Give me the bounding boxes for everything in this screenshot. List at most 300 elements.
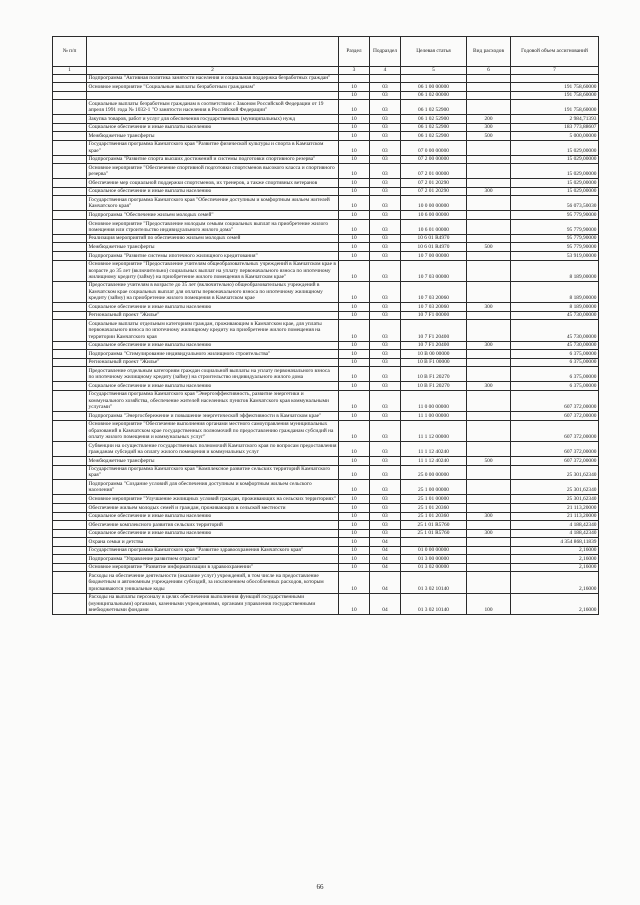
row-amount-cell: 607 372,00000 xyxy=(511,456,599,465)
row-section-cell: 10 xyxy=(339,593,370,614)
row-amount-cell: 6 375,00000 xyxy=(511,358,599,367)
row-name-cell: Основное мероприятие "Обеспечение выполнения органами местного самоуправления муниципальных образований в Камчатском крае государственных полномочий по предоставлению гражданам субсидий на оплату жилого помещения и коммунальных услуг" xyxy=(87,420,339,441)
row-name-cell: Основное мероприятие "Предоставление молодым семьям социальных выплат на приобретение жилого помещения или строительство индивидуального жилого дома" xyxy=(87,219,339,234)
row-section-cell: 10 xyxy=(339,311,370,320)
row-number-cell xyxy=(53,311,87,320)
table-row xyxy=(53,155,599,164)
row-section-cell: 10 xyxy=(339,465,370,480)
row-section-cell: 10 xyxy=(339,196,370,211)
row-subsection-cell: 04 xyxy=(370,555,401,564)
row-number-cell xyxy=(53,234,87,243)
row-section-cell: 10 xyxy=(339,281,370,302)
row-subsection-cell: 03 xyxy=(370,260,401,281)
column-number: 7 xyxy=(511,67,599,74)
table-row xyxy=(53,164,599,179)
row-number-cell xyxy=(53,412,87,421)
table-row xyxy=(53,91,599,100)
table-row xyxy=(53,563,599,572)
row-amount-cell: 2,16000 xyxy=(511,593,599,614)
row-name-cell: Социальное обеспечение и иные выплаты населению xyxy=(87,341,339,350)
row-number-cell xyxy=(53,132,87,141)
row-amount-cell: 56 073,50030 xyxy=(511,196,599,211)
row-section-cell: 10 xyxy=(339,132,370,141)
row-expense-type-cell xyxy=(467,91,511,100)
row-name-cell: Социальные выплаты безработным гражданам в соответствии с Законом Российской Федерации от 19 апреля 1991 года № 1032-1 "О занятости населения в Российской Федерации" xyxy=(87,100,339,115)
row-number-cell xyxy=(53,123,87,132)
table-row xyxy=(53,465,599,480)
row-subsection-cell: 03 xyxy=(370,115,401,124)
table-row xyxy=(53,546,599,555)
table-row xyxy=(53,303,599,312)
row-target-cell: 25 0 00 00000 xyxy=(401,465,467,480)
row-subsection-cell: 03 xyxy=(370,219,401,234)
row-amount-cell: 21 113,20000 xyxy=(511,512,599,521)
row-subsection-cell: 03 xyxy=(370,503,401,512)
row-section-cell: 10 xyxy=(339,303,370,312)
row-target-cell: 11 0 00 00000 xyxy=(401,390,467,411)
row-subsection-cell: 03 xyxy=(370,164,401,179)
row-expense-type-cell xyxy=(467,155,511,164)
row-subsection-cell: 03 xyxy=(370,123,401,132)
header-expense-type: Вид расходов xyxy=(467,37,511,67)
row-section-cell xyxy=(339,74,370,83)
row-name-cell: Расходы на обеспечение деятельности (оказание услуг) учреждений, в том числе на предоставление бюджетным и автономным учреждениям субсидий, за исключением обособленных расходов, которым присваиваются уникальные коды xyxy=(87,572,339,593)
row-number-cell xyxy=(53,572,87,593)
row-number-cell xyxy=(53,350,87,359)
row-amount-cell: 2,16000 xyxy=(511,546,599,555)
row-name-cell: Обеспечение комплексного развития сельских территорий xyxy=(87,521,339,530)
row-expense-type-cell: 300 xyxy=(467,382,511,391)
table-row xyxy=(53,512,599,521)
table-row xyxy=(53,412,599,421)
row-target-cell: 06 1 02 52900 xyxy=(401,100,467,115)
row-subsection-cell: 03 xyxy=(370,196,401,211)
row-section-cell: 10 xyxy=(339,211,370,220)
table-row xyxy=(53,140,599,155)
table-row xyxy=(53,495,599,504)
row-expense-type-cell xyxy=(467,390,511,411)
row-target-cell: 25 1 01 R5760 xyxy=(401,529,467,538)
table-row xyxy=(53,572,599,593)
row-target-cell: 10 B 00 00000 xyxy=(401,350,467,359)
row-amount-cell: 2,16000 xyxy=(511,563,599,572)
row-subsection-cell: 03 xyxy=(370,155,401,164)
row-section-cell: 10 xyxy=(339,390,370,411)
row-target-cell: 10 0 00 00000 xyxy=(401,196,467,211)
row-amount-cell: 5 000,00000 xyxy=(511,132,599,141)
row-number-cell xyxy=(53,74,87,83)
row-number-cell xyxy=(53,529,87,538)
row-section-cell: 10 xyxy=(339,243,370,252)
column-number: 3 xyxy=(339,67,370,74)
row-target-cell: 07 2 00 00000 xyxy=(401,155,467,164)
row-section-cell: 10 xyxy=(339,91,370,100)
row-subsection-cell: 04 xyxy=(370,572,401,593)
row-amount-cell: 2 984,71393 xyxy=(511,115,599,124)
header-subsection: Подраздел xyxy=(370,37,401,67)
header-annual-amount: Годовой объем ассигнований xyxy=(511,37,599,67)
row-name-cell: Обеспечение мер социальной поддержки спортсменов, их тренеров, а также спортивных ветеранов xyxy=(87,179,339,188)
row-amount-cell xyxy=(511,74,599,83)
row-number-cell xyxy=(53,503,87,512)
row-number-cell xyxy=(53,442,87,457)
row-number-cell xyxy=(53,563,87,572)
row-target-cell: 11 1 12 00000 xyxy=(401,420,467,441)
row-amount-cell: 25 301,62340 xyxy=(511,495,599,504)
row-target-cell: 25 1 01 R5760 xyxy=(401,521,467,530)
table-row xyxy=(53,123,599,132)
row-number-cell xyxy=(53,243,87,252)
row-section-cell: 10 xyxy=(339,123,370,132)
row-number-cell xyxy=(53,115,87,124)
row-name-cell: Подпрограмма "Активная политика занятости населения и социальная поддержка безработных граждан" xyxy=(87,74,339,83)
row-name-cell: Реализация мероприятий по обеспечению жильем молодых семей xyxy=(87,234,339,243)
row-expense-type-cell xyxy=(467,164,511,179)
row-section-cell: 10 xyxy=(339,442,370,457)
row-section-cell: 10 xyxy=(339,382,370,391)
row-section-cell: 10 xyxy=(339,572,370,593)
row-amount-cell: 6 375,00000 xyxy=(511,367,599,382)
row-amount-cell: 4 188,42340 xyxy=(511,521,599,530)
row-expense-type-cell xyxy=(467,495,511,504)
row-target-cell: 10 B F1 00000 xyxy=(401,358,467,367)
row-subsection-cell: 03 xyxy=(370,420,401,441)
row-expense-type-cell xyxy=(467,74,511,83)
table-row xyxy=(53,281,599,302)
table-row xyxy=(53,74,599,83)
table-row xyxy=(53,219,599,234)
row-target-cell: 07 0 00 00000 xyxy=(401,140,467,155)
row-expense-type-cell xyxy=(467,555,511,564)
row-amount-cell: 8 189,00000 xyxy=(511,260,599,281)
row-target-cell xyxy=(401,74,467,83)
table-row xyxy=(53,367,599,382)
row-expense-type-cell: 300 xyxy=(467,303,511,312)
row-subsection-cell: 03 xyxy=(370,234,401,243)
row-expense-type-cell xyxy=(467,83,511,92)
row-name-cell: Подпрограмма "Энергосбережение и повышение энергетической эффективности в Камчатском крае" xyxy=(87,412,339,421)
row-subsection-cell: 03 xyxy=(370,252,401,261)
table-row xyxy=(53,187,599,196)
row-amount-cell: 53 919,00000 xyxy=(511,252,599,261)
row-subsection-cell: 03 xyxy=(370,480,401,495)
row-number-cell xyxy=(53,164,87,179)
row-expense-type-cell: 300 xyxy=(467,123,511,132)
row-section-cell: 10 xyxy=(339,420,370,441)
row-amount-cell: 95 779,90000 xyxy=(511,234,599,243)
row-subsection-cell: 03 xyxy=(370,91,401,100)
column-number: 1 xyxy=(53,67,87,74)
row-expense-type-cell xyxy=(467,252,511,261)
row-target-cell: 01 3 02 10140 xyxy=(401,572,467,593)
row-target-cell: 10 B F1 20270 xyxy=(401,382,467,391)
row-target-cell: 10 6 00 00000 xyxy=(401,211,467,220)
row-expense-type-cell xyxy=(467,234,511,243)
row-name-cell: Основное мероприятие "Социальные выплаты безработным гражданам" xyxy=(87,83,339,92)
row-amount-cell: 15 029,00000 xyxy=(511,140,599,155)
row-amount-cell: 2,16000 xyxy=(511,572,599,593)
row-number-cell xyxy=(53,382,87,391)
row-subsection-cell: 03 xyxy=(370,367,401,382)
row-subsection-cell: 03 xyxy=(370,341,401,350)
row-subsection-cell: 03 xyxy=(370,132,401,141)
row-amount-cell: 15 029,00000 xyxy=(511,164,599,179)
row-number-cell xyxy=(53,179,87,188)
row-target-cell: 10 6 01 00000 xyxy=(401,219,467,234)
row-expense-type-cell xyxy=(467,563,511,572)
row-name-cell: Социальное обеспечение и иные выплаты населению xyxy=(87,512,339,521)
row-name-cell: Основное мероприятие "Развитие информатизации в здравоохранении" xyxy=(87,563,339,572)
row-name-cell: Социальные выплаты отдельным категориям граждан, проживающим в Камчатском крае, для уплаты первоначального взноса по ипотечному жилищному кредиту на приобретение жилого помещения на территории Камчатского края xyxy=(87,320,339,341)
row-number-cell xyxy=(53,593,87,614)
row-subsection-cell: 03 xyxy=(370,83,401,92)
row-target-cell: 25 1 01 20360 xyxy=(401,503,467,512)
row-amount-cell: 183 773,88607 xyxy=(511,123,599,132)
row-number-cell xyxy=(53,538,87,547)
table-row xyxy=(53,179,599,188)
table-row xyxy=(53,83,599,92)
row-number-cell xyxy=(53,196,87,211)
table-row xyxy=(53,100,599,115)
row-name-cell: Социальное обеспечение и иные выплаты населению xyxy=(87,382,339,391)
row-number-cell xyxy=(53,555,87,564)
table-row xyxy=(53,341,599,350)
row-expense-type-cell xyxy=(467,219,511,234)
row-amount-cell: 15 029,00000 xyxy=(511,187,599,196)
row-subsection-cell: 03 xyxy=(370,243,401,252)
row-amount-cell: 95 779,90000 xyxy=(511,243,599,252)
row-subsection-cell: 03 xyxy=(370,281,401,302)
row-number-cell xyxy=(53,480,87,495)
row-expense-type-cell xyxy=(467,538,511,547)
row-target-cell: 06 1 02 52900 xyxy=(401,115,467,124)
row-target-cell: 06 1 02 00000 xyxy=(401,91,467,100)
table-row xyxy=(53,115,599,124)
row-expense-type-cell xyxy=(467,465,511,480)
row-name-cell: Подпрограмма "Развитие спорта высших достижений и системы подготовки спортивного резерва" xyxy=(87,155,339,164)
row-number-cell xyxy=(53,420,87,441)
row-amount-cell: 607 372,00000 xyxy=(511,412,599,421)
row-section-cell: 10 xyxy=(339,512,370,521)
row-subsection-cell: 04 xyxy=(370,593,401,614)
row-expense-type-cell xyxy=(467,480,511,495)
row-expense-type-cell: 500 xyxy=(467,132,511,141)
row-amount-cell: 15 029,00000 xyxy=(511,179,599,188)
row-name-cell: Государственная программа Камчатского края "Энергоэффективность, развитие энергетики и коммунального хозяйства, обеспечение жителей населенных пунктов Камчатского края коммунальными услугами" xyxy=(87,390,339,411)
row-name-cell: Основное мероприятие "Обеспечение спортивной подготовки спортсменов высокого класса и спортивного резерва" xyxy=(87,164,339,179)
row-section-cell: 10 xyxy=(339,546,370,555)
page-number: 66 xyxy=(316,883,324,891)
row-subsection-cell: 03 xyxy=(370,382,401,391)
row-number-cell xyxy=(53,155,87,164)
table-row xyxy=(53,350,599,359)
row-number-cell xyxy=(53,341,87,350)
row-number-cell xyxy=(53,495,87,504)
row-number-cell xyxy=(53,456,87,465)
row-subsection-cell: 03 xyxy=(370,465,401,480)
row-name-cell xyxy=(87,91,339,100)
row-amount-cell: 45 730,00000 xyxy=(511,311,599,320)
row-amount-cell: 8 189,00000 xyxy=(511,281,599,302)
row-section-cell: 10 xyxy=(339,538,370,547)
table-row xyxy=(53,503,599,512)
row-amount-cell: 4 354 868,11839 xyxy=(511,538,599,547)
row-amount-cell: 191 758,60000 xyxy=(511,100,599,115)
column-number: 4 xyxy=(370,67,401,74)
row-target-cell: 10 7 F1 20400 xyxy=(401,320,467,341)
row-subsection-cell: 03 xyxy=(370,100,401,115)
row-section-cell: 10 xyxy=(339,529,370,538)
table-row xyxy=(53,382,599,391)
row-target-cell: 10 7 F1 00000 xyxy=(401,311,467,320)
row-section-cell: 10 xyxy=(339,252,370,261)
column-number-row xyxy=(53,67,599,74)
row-target-cell: 25 1 01 20360 xyxy=(401,512,467,521)
row-expense-type-cell: 300 xyxy=(467,341,511,350)
row-expense-type-cell: 300 xyxy=(467,512,511,521)
row-amount-cell: 25 301,62340 xyxy=(511,465,599,480)
row-name-cell: Обеспечение жильем молодых семей и граждан, проживающих в сельской местности xyxy=(87,503,339,512)
row-expense-type-cell: 300 xyxy=(467,529,511,538)
row-amount-cell: 191 758,60000 xyxy=(511,91,599,100)
row-amount-cell: 8 189,00000 xyxy=(511,303,599,312)
row-target-cell: 10 6 01 R4970 xyxy=(401,234,467,243)
row-section-cell: 10 xyxy=(339,187,370,196)
row-number-cell xyxy=(53,512,87,521)
row-name-cell: Подпрограмма "Управление развитием отрасли" xyxy=(87,555,339,564)
row-name-cell: Региональный проект "Жилье" xyxy=(87,311,339,320)
table-row xyxy=(53,260,599,281)
row-target-cell xyxy=(401,538,467,547)
row-name-cell: Межбюджетные трансферты xyxy=(87,243,339,252)
row-subsection-cell: 03 xyxy=(370,529,401,538)
row-target-cell: 25 1 00 00000 xyxy=(401,480,467,495)
row-number-cell xyxy=(53,465,87,480)
row-expense-type-cell xyxy=(467,367,511,382)
row-target-cell: 11 1 00 00000 xyxy=(401,412,467,421)
row-subsection-cell: 03 xyxy=(370,495,401,504)
row-name-cell: Субвенции на осуществление государственных полномочий Камчатского края по вопросам предоставления гражданам субсидий на оплату жилого помещения и коммунальных услуг xyxy=(88,442,337,455)
table-row xyxy=(53,442,599,457)
row-amount-cell: 6 375,00000 xyxy=(511,382,599,391)
column-number: 2 xyxy=(87,67,339,74)
row-expense-type-cell xyxy=(467,211,511,220)
row-name-cell: Социальное обеспечение и иные выплаты населению xyxy=(87,187,339,196)
row-name-cell: Межбюджетные трансферты xyxy=(87,132,339,141)
row-name-cell: Подпрограмма "Стимулирование индивидуального жилищного строительства" xyxy=(87,350,339,359)
row-subsection-cell: 03 xyxy=(370,211,401,220)
table-row xyxy=(53,320,599,341)
row-subsection-cell: 04 xyxy=(370,538,401,547)
row-expense-type-cell xyxy=(467,196,511,211)
row-section-cell: 10 xyxy=(339,260,370,281)
row-section-cell: 10 xyxy=(339,341,370,350)
row-number-cell xyxy=(53,252,87,261)
table-body xyxy=(53,74,599,615)
row-name-cell: Расходы на выплаты персоналу в целях обеспечения выполнения функций государственными (муниципальными) органами, казенными учреждениями, органами управления государственными внебюджетными фондами xyxy=(87,593,339,614)
row-section-cell: 10 xyxy=(339,456,370,465)
row-name-cell: Государственная программа Камчатского края "Развитие физической культуры и спорта в Камчатском крае" xyxy=(87,140,339,155)
row-name-cell: Государственная программа Камчатского края "Комплексное развитие сельских территорий Камчатского края" xyxy=(87,465,339,480)
row-target-cell: 10 7 03 20060 xyxy=(401,281,467,302)
row-name-cell: Основное мероприятие "Предоставление учителям общеобразовательных учреждений в Камчатском крае в возрасте до 35 лет (включительно) социальных выплат на уплату первоначального взноса по ипотечному жилищному кредиту (займу) на приобретение жилого помещения в Камчатском крае" xyxy=(87,260,339,281)
row-target-cell: 25 1 01 00000 xyxy=(401,495,467,504)
row-expense-type-cell: 200 xyxy=(467,115,511,124)
row-section-cell: 10 xyxy=(339,179,370,188)
row-number-cell xyxy=(53,100,87,115)
table-row xyxy=(53,243,599,252)
row-subsection-cell: 03 xyxy=(370,320,401,341)
table-header-row xyxy=(53,37,599,67)
row-target-cell: 11 1 12 40240 xyxy=(401,456,467,465)
row-section-cell: 10 xyxy=(339,140,370,155)
row-expense-type-cell xyxy=(467,521,511,530)
row-expense-type-cell xyxy=(467,350,511,359)
row-amount-cell: 95 779,90000 xyxy=(511,211,599,220)
row-expense-type-cell: 300 xyxy=(467,187,511,196)
table-row xyxy=(53,358,599,367)
row-number-cell xyxy=(53,260,87,281)
row-target-cell: 01 3 00 00000 xyxy=(401,555,467,564)
row-section-cell: 10 xyxy=(339,367,370,382)
row-subsection-cell: 04 xyxy=(370,546,401,555)
row-subsection-cell xyxy=(370,74,401,83)
row-expense-type-cell xyxy=(467,260,511,281)
table-row xyxy=(53,529,599,538)
table-row xyxy=(53,555,599,564)
row-subsection-cell: 03 xyxy=(370,140,401,155)
row-target-cell: 10 6 01 R4970 xyxy=(401,243,467,252)
row-subsection-cell: 04 xyxy=(370,563,401,572)
table-row xyxy=(53,538,599,547)
row-name-cell: Государственная программа Камчатского края "Обеспечение доступным и комфортным жильем жителей Камчатского края" xyxy=(87,196,339,211)
row-amount-cell: 2,16000 xyxy=(511,555,599,564)
row-amount-cell: 15 029,00000 xyxy=(511,155,599,164)
row-target-cell: 10 7 03 00000 xyxy=(401,260,467,281)
row-section-cell: 10 xyxy=(339,412,370,421)
row-target-cell: 10 B F1 20270 xyxy=(401,367,467,382)
row-subsection-cell: 03 xyxy=(370,311,401,320)
row-name-cell: Подпрограмма "Развитие системы ипотечного жилищного кредитования" xyxy=(87,252,339,261)
row-subsection-cell: 03 xyxy=(370,512,401,521)
row-number-cell xyxy=(53,281,87,302)
row-number-cell xyxy=(53,91,87,100)
row-target-cell: 01 0 00 00000 xyxy=(401,546,467,555)
table-row xyxy=(53,196,599,211)
row-number-cell xyxy=(53,358,87,367)
row-amount-cell: 21 113,20000 xyxy=(511,503,599,512)
row-name-cell: Подпрограмма "Обеспечение жильем молодых семей" xyxy=(87,211,339,220)
row-target-cell: 10 7 03 20060 xyxy=(401,303,467,312)
row-expense-type-cell: 500 xyxy=(467,243,511,252)
row-subsection-cell: 03 xyxy=(370,350,401,359)
row-target-cell: 07 2 01 00000 xyxy=(401,164,467,179)
row-expense-type-cell xyxy=(467,572,511,593)
row-expense-type-cell xyxy=(467,412,511,421)
row-subsection-cell: 03 xyxy=(370,390,401,411)
row-number-cell xyxy=(53,303,87,312)
column-number: 5 xyxy=(401,67,467,74)
row-expense-type-cell xyxy=(467,503,511,512)
table-row xyxy=(53,420,599,441)
row-subsection-cell: 03 xyxy=(370,521,401,530)
row-expense-type-cell xyxy=(467,311,511,320)
row-section-cell: 10 xyxy=(339,495,370,504)
row-expense-type-cell xyxy=(467,442,511,457)
row-amount-cell: 4 188,42340 xyxy=(511,529,599,538)
table-row xyxy=(53,234,599,243)
row-section-cell: 10 xyxy=(339,100,370,115)
